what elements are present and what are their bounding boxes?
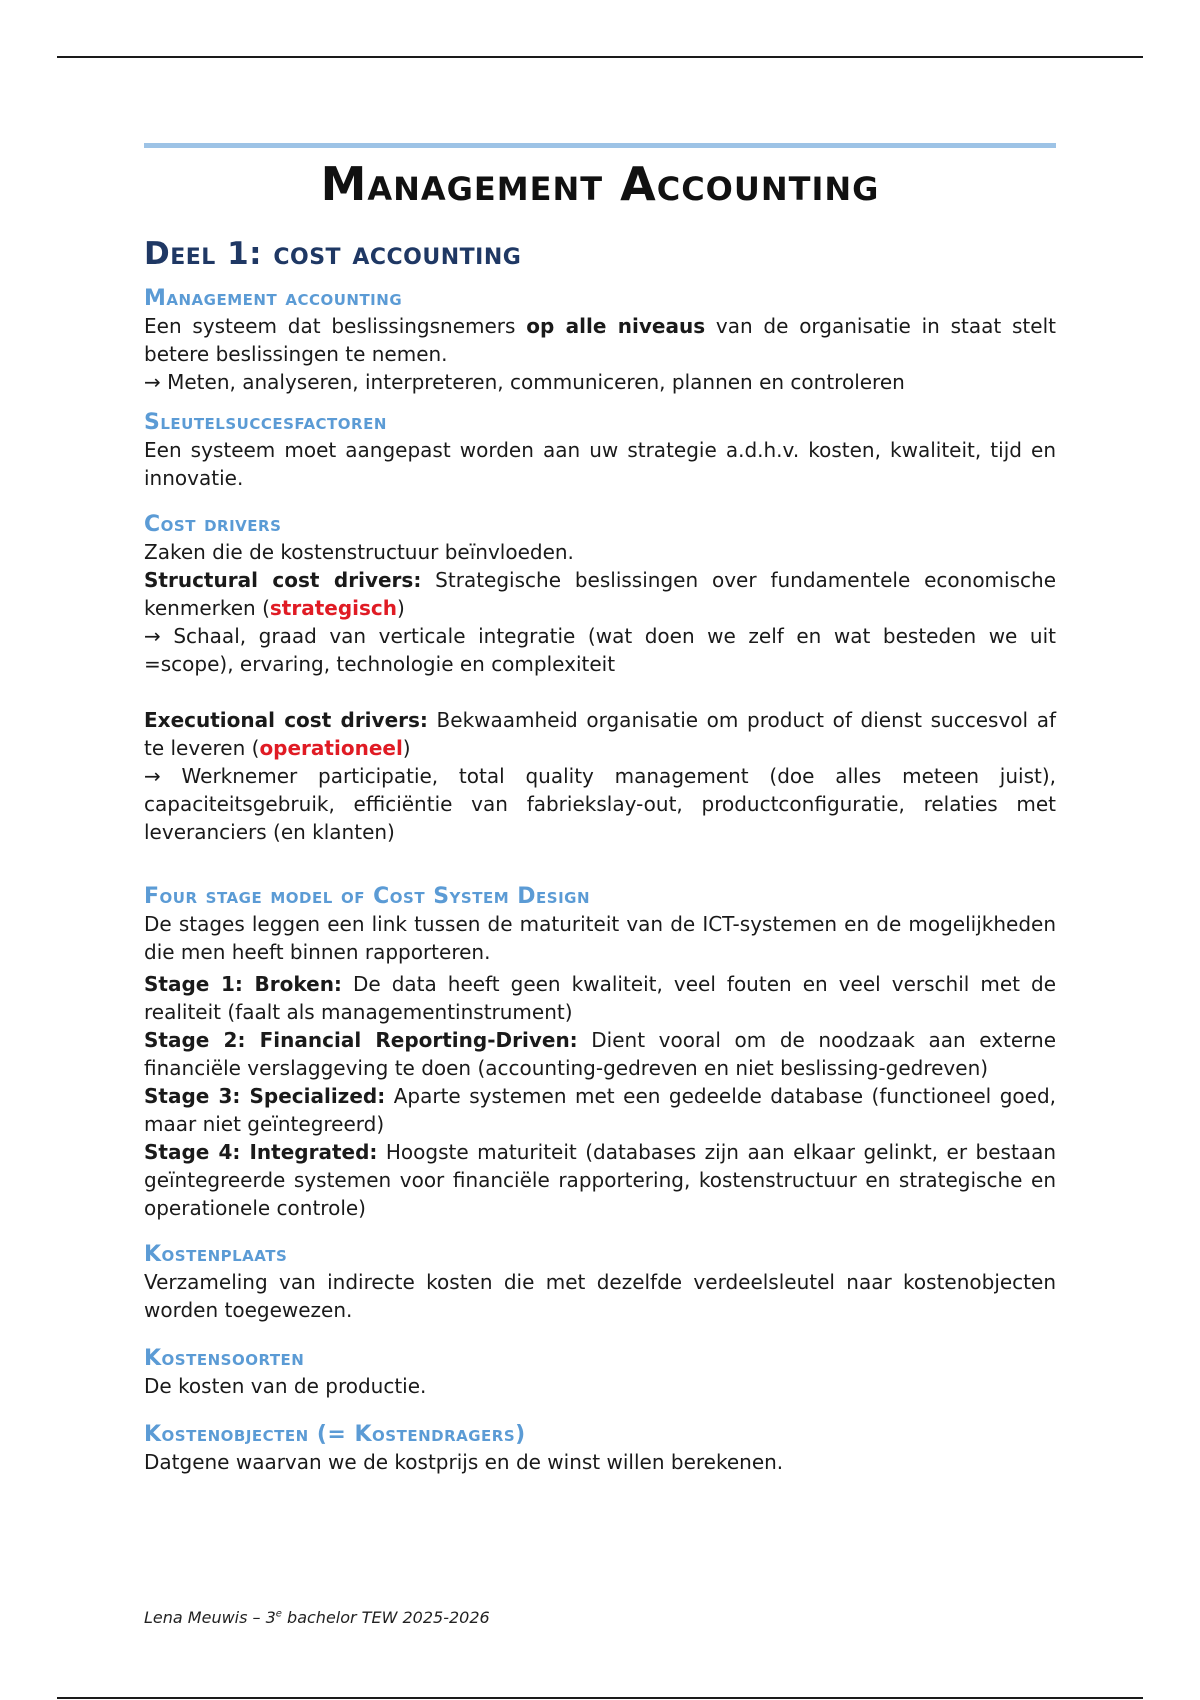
strategisch-tag: strategisch (269, 596, 397, 620)
paragraph: De stages leggen een link tussen de maturiteit van de ICT-systemen en de mogelijkheden die men heeft binnen rapporteren. (144, 912, 1056, 964)
paragraph: Een systeem dat beslissingsnemers op alle niveaus van de organisatie in staat stelt betere beslissingen te nemen. (144, 314, 1056, 366)
document-title: Management Accounting (320, 157, 880, 211)
document-body (144, 143, 1056, 1476)
paragraph: Verzameling van indirecte kosten die met dezelfde verdeelsleutel naar kostenobjecten worden toegewezen. (144, 1270, 1056, 1322)
stage-item: Stage 2: Financial Reporting-Driven: Dient vooral om de noodzaak aan externe financiële verslaggeving te doen (accounting-gedreven en niet beslissing-gedreven) (144, 1028, 1056, 1080)
title-accent-rule (144, 143, 1056, 148)
paragraph: De kosten van de productie. (144, 1374, 427, 1398)
stage-item: Stage 4: Integrated: Hoogste maturiteit (databases zijn aan elkaar gelinkt, er bestaan geïntegreerde systemen voor financiële rapportering, kostenstructuur en strategische en operationele controle) (144, 1140, 1056, 1220)
executional-examples: → Werknemer participatie, total quality management (doe alles meteen juist), capaciteitsgebruik, efficiëntie van fabriekslay-out, productconfiguratie, relaties met leveranciers (en klanten) (144, 764, 1056, 844)
stage-item: Stage 3: Specialized: Aparte systemen met een gedeelde database (functioneel goed, maar niet geïntegreerd) (144, 1084, 1056, 1136)
paragraph: Zaken die de kostenstructuur beïnvloeden. (144, 540, 574, 564)
section-heading-management-accounting: Management accounting (144, 286, 403, 311)
operationeel-tag: operationeel (259, 736, 403, 760)
paragraph: Datgene waarvan we de kostprijs en de winst willen berekenen. (144, 1450, 784, 1474)
stage-list (144, 970, 1056, 1222)
structural-examples: → Schaal, graad van verticale integratie (wat doen we zelf en wat besteden we uit =scope), ervaring, technologie en complexiteit (144, 624, 1056, 676)
section-heading-kostenplaats: Kostenplaats (144, 1242, 288, 1267)
executional-cost-drivers: Executional cost drivers: Bekwaamheid organisatie om product of dienst succesvol af te leveren (operationeel) (144, 708, 1057, 760)
stage-item: Stage 1: Broken: De data heeft geen kwaliteit, veel fouten en veel verschil met de realiteit (faalt als managementinstrument) (144, 972, 1056, 1024)
page-bottom-rule (57, 1697, 1143, 1699)
section-heading-four-stage-model: Four stage model of Cost System Design (144, 884, 591, 909)
section-heading-cost-drivers: Cost drivers (144, 512, 282, 537)
section-heading-kostenobjecten: Kostenobjecten (= Kostendragers) (144, 1422, 526, 1447)
part-heading: Deel 1: cost accounting (144, 236, 522, 272)
page-footer: Lena Meuwis – 3e bachelor TEW 2025-2026 (144, 1608, 490, 1627)
section-heading-kostensoorten: Kostensoorten (144, 1346, 305, 1371)
structural-cost-drivers: Structural cost drivers: Strategische beslissingen over fundamentele economische kenmerken (strategisch) (144, 568, 1056, 620)
paragraph: → Meten, analyseren, interpreteren, communiceren, plannen en controleren (144, 370, 905, 394)
section-heading-sleutelsuccesfactoren: Sleutelsuccesfactoren (144, 410, 387, 435)
page-top-rule (57, 56, 1143, 58)
paragraph: Een systeem moet aangepast worden aan uw strategie a.d.h.v. kosten, kwaliteit, tijd en innovatie. (144, 438, 1056, 490)
